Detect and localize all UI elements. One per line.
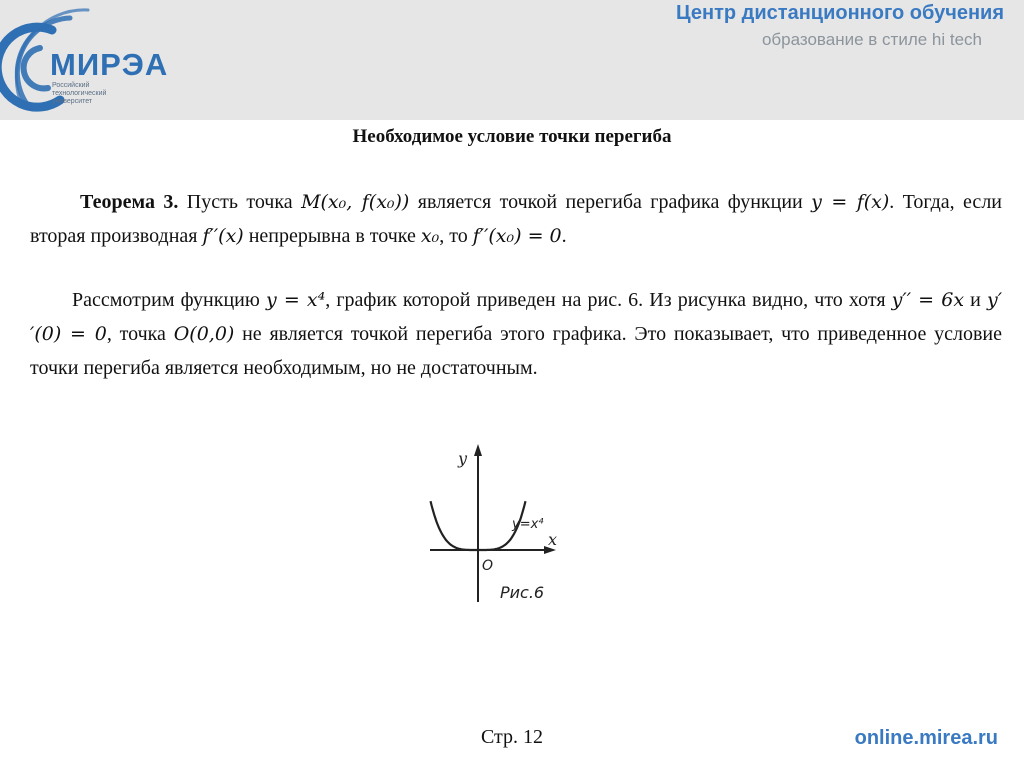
page-number: Стр. 12 — [480, 726, 544, 748]
x-axis-label: x — [548, 530, 558, 549]
text-run: Рассмотрим функцию — [72, 289, 266, 311]
text-run: Пусть точка — [178, 191, 302, 213]
footer-url-link[interactable]: online.mirea.ru — [854, 727, 998, 749]
math-expression: y′′ = 6x — [891, 289, 965, 311]
math-expression: y′′(0) = 0 — [30, 289, 1003, 345]
math-expression: y = x⁴ — [265, 289, 326, 311]
logo-text: МИРЭА — [50, 47, 169, 82]
center-subtitle: образование в стиле hi tech — [761, 30, 982, 49]
text-run: , точка — [106, 323, 174, 345]
text-run: непрерывна в точке — [243, 225, 421, 247]
text-run: , график которой приведен на рис. 6. Из рисунка видно, что хотя — [325, 289, 892, 311]
figure-caption: Рис.6 — [500, 583, 545, 602]
page-title: Необходимое условие точки перегиба — [352, 126, 672, 147]
theorem-label: Теорема 3. — [80, 191, 179, 213]
origin-label: O — [482, 558, 494, 574]
header — [0, 0, 1024, 120]
center-title: Центр дистанционного обучения — [676, 2, 1004, 24]
math-expression: f′′(x) — [202, 225, 244, 247]
math-expression: O(0,0) — [173, 323, 235, 345]
curve-label: y=x⁴ — [512, 517, 544, 532]
text-run: . — [561, 225, 567, 247]
text-run: . Тогда, если вторая производная — [30, 191, 1002, 247]
logo-subtitle: Российский технологический университет — [52, 82, 107, 105]
theorem-paragraph — [30, 185, 1002, 253]
text-run: является точкой перегиба графика функции — [409, 191, 812, 213]
math-expression: x₀ — [420, 225, 440, 247]
text-run: и — [964, 289, 987, 311]
example-paragraph — [30, 283, 1002, 385]
y-axis-arrow-icon — [474, 444, 482, 456]
math-expression: y = f(x) — [811, 191, 890, 213]
text-run: , то — [439, 225, 473, 247]
text-run: не является точкой перегиба этого графика. Это показывает, что приведенное условие точки перегиба является необходимым, но не достаточным. — [30, 323, 1002, 379]
figure-graph — [420, 440, 570, 610]
math-expression: M(x₀, f(x₀)) — [301, 191, 410, 213]
math-expression: f′′(x₀) = 0 — [472, 225, 562, 247]
y-axis-label: y — [458, 449, 468, 468]
